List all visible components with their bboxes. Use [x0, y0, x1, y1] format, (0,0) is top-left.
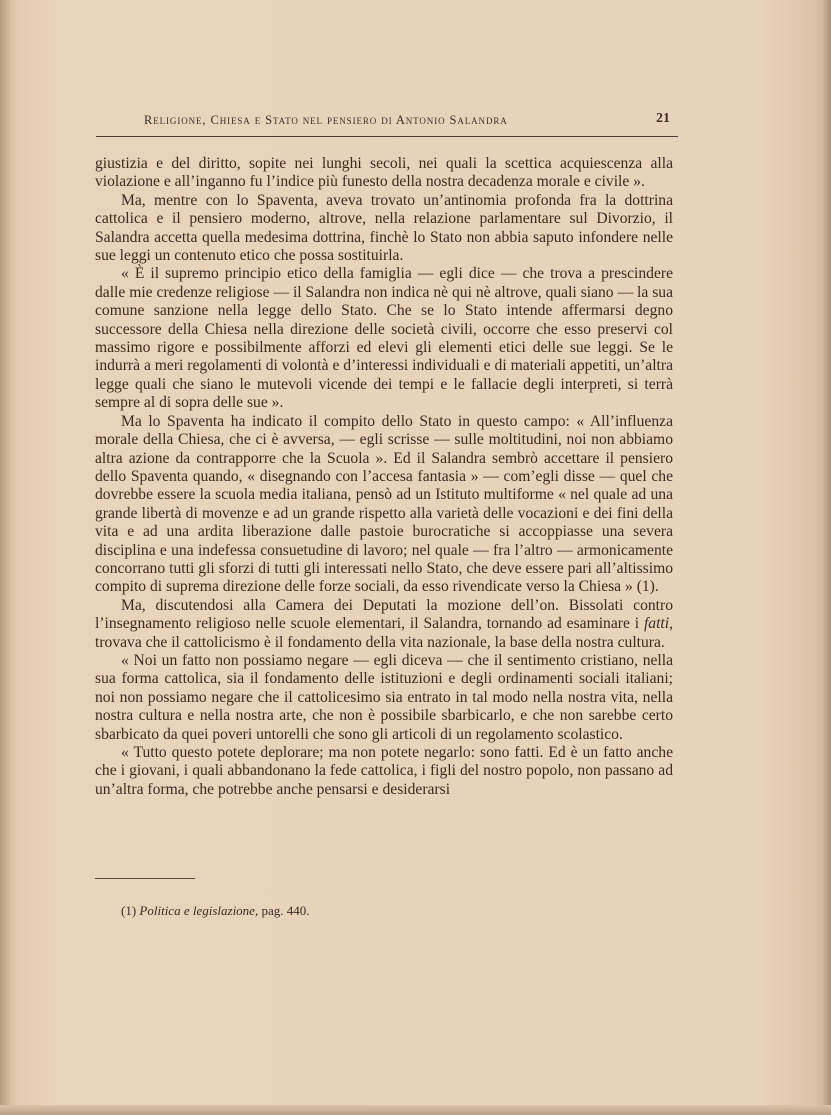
paragraph: Ma, discutendosi alla Camera dei Deputati la mozione dell’on. Bissolati contro l’insegnamento religioso nelle scuole elementari, il Salandra, tornando ad esaminare i fatti, trovava che il cattolicismo è il fondamento della vita nazionale, la base della nostra cultura. — [95, 596, 673, 651]
body-text — [95, 155, 673, 799]
page-header — [96, 108, 678, 137]
emphasis: fatti — [643, 615, 670, 633]
page-bottom-edge — [0, 1105, 831, 1115]
paragraph: « È il supremo principio etico della famiglia — egli dice — che trova a prescindere dalle mie credenze religiose — il Salandra non indica nè qui nè altrove, quali siano — la sua comune sanzione nella legge dello Stato. Che se lo Stato intende affermarsi degno successore della Chiesa nella direzione delle società civili, occorre che esso preservi col massimo rigore e possibilmente afforzi ed elevi gli elementi etici delle sue leggi. Se le indurrà a meri regolamenti di volontà e d’interessi individuali e di materiali appetiti, un’altra legge quali che siano le mutevoli vicende dei tempi e le fallacie degli interpreti, si terrà sempre al di sopra delle sue ». — [95, 265, 673, 412]
footnote-reference: pag. 440. — [261, 903, 310, 918]
page-edge — [823, 0, 831, 1115]
footnote — [121, 903, 310, 919]
paragraph: « Tutto questo potete deplorare; ma non potete negarlo: sono fatti. Ed è un fatto anche che i giovani, i quali abbandonano la fede cattolica, i figli del nostro popolo, non passano ad un’altra forma, che potrebbe anche pensarsi e desiderarsi — [95, 744, 673, 798]
footnote-marker: (1) — [121, 903, 137, 918]
paragraph: giustizia e del diritto, sopite nei lunghi secoli, nei quali la scettica acquiescenza alla violazione e all’inganno fu l’indice più funesto della nostra decadenza morale e civile ». — [95, 155, 673, 191]
page-number: 21 — [656, 111, 670, 126]
running-title: Religione, Chiesa e Stato nel pensiero di Antonio Salandra — [144, 113, 508, 127]
page-gutter — [0, 0, 10, 1115]
paragraph: Ma lo Spaventa ha indicato il compito dello Stato in questo campo: « All’influenza morale della Chiesa, che ci è avversa, — egli scrisse — sulle moltitudini, noi non abbiamo altra azione da contrapporre che la Scuola ». Ed il Salandra sembrò accettare il pensiero dello Spaventa quando, « disegnando con l’accesa fantasia » — com’egli disse — quel che dovrebbe essere la scuola media italiana, pensò ad un Istituto multiforme « nel quale ad una grande libertà di movenze e ad un grande rispetto alla varietà delle vocazioni e dei fini della vita e ad una ardita liberazione dalle pastoie burocratiche si accoppiasse una severa disciplina e una indefessa consuetudine di lavoro; nel quale — fra l’altro — armonicamente concorrano tutti gli sforzi di tutti gli interessati nello Stato, che deve essere pari all’altissimo compito di suprema direzione delle forze sociali, da esso rivendicate verso la Chiesa » (1). — [95, 412, 673, 596]
paragraph: Ma, mentre con lo Spaventa, aveva trovato un’antinomia profonda fra la dottrina cattolica e il pensiero moderno, altrove, nella relazione parlamentare sul Divorzio, il Salandra accetta quella medesima dottrina, finchè lo Stato non abbia saputo infondere nelle sue leggi un contenuto etico che possa sostituirla. — [95, 191, 673, 265]
paragraph: « Noi un fatto non possiamo negare — egli diceva — che il sentimento cristiano, nella sua forma cattolica, sia il fondamento delle istituzioni e degli ordinamenti sociali italiani; noi non possiamo negare che il cattolicesimo sia entrato in tal modo nella nostra vita, nella nostra cultura e nella nostra arte, che non è possibile sbarbicarlo, e che non sarebbe certo sbarbicato da quei poveri untorelli che sono gli articoli di un regolamento scolastico. — [95, 651, 673, 743]
footnote-divider — [95, 878, 195, 879]
footnote-title: Politica e legislazione, — [139, 903, 259, 918]
